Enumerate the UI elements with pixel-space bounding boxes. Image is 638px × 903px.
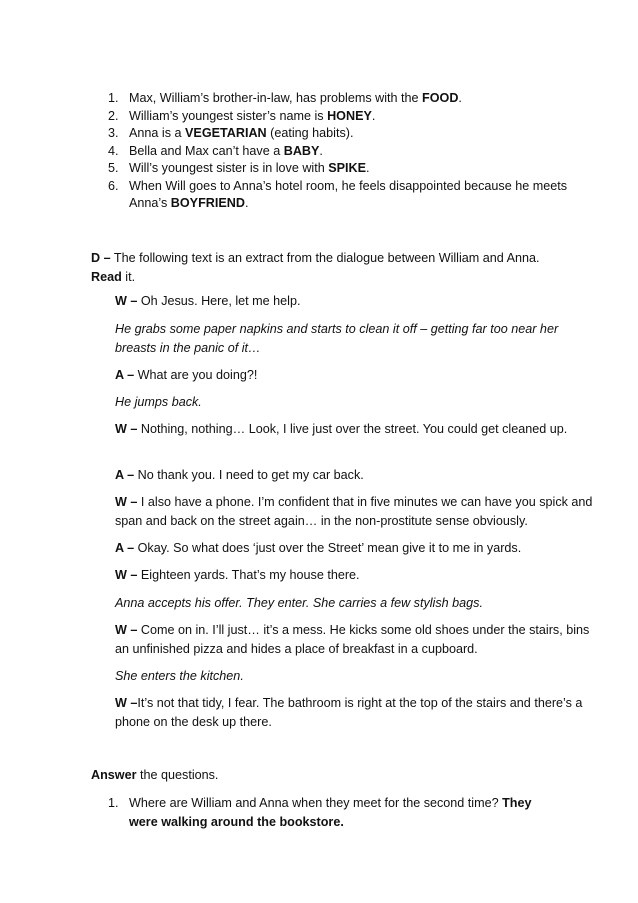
dialogue-line: W – Eighteen yards. That’s my house there. xyxy=(115,568,360,582)
speaker-label: W – xyxy=(115,623,138,637)
list-item xyxy=(108,794,548,832)
dialogue-line: A – Okay. So what does ‘just over the Street’ mean give it to me in yards. xyxy=(115,541,522,555)
questions-list xyxy=(108,794,548,832)
stage-direction: She enters the kitchen. xyxy=(115,669,244,683)
speaker-label: W – xyxy=(115,294,138,308)
speaker-label: W – xyxy=(115,422,138,436)
list-number: 4. xyxy=(108,143,119,158)
answer-label: Answer xyxy=(91,768,137,782)
list-number: 1. xyxy=(108,91,119,105)
dialogue-line: W – Come on in. I’ll just… it’s a mess. He kicks some old shoes under the stairs, bins an unfinished pizza and hides a place of breakfast in a cupboard. xyxy=(115,623,590,656)
read-instruction: Read xyxy=(91,270,122,284)
list-item: 5. Will’s youngest sister is in love with SPIKE. xyxy=(108,160,578,178)
answer-word: SPIKE xyxy=(328,161,367,175)
list-item: 6. When Will goes to Anna’s hotel room, he feels disappointed because he meets Anna’s BOYFRIEND. xyxy=(108,178,568,210)
list-item: 4. Bella and Max can’t have a BABY. xyxy=(108,143,578,161)
section-d-intro: D – The following text is an extract from the dialogue between William and Anna. Read it. xyxy=(91,251,540,284)
list-number: 2. xyxy=(108,108,119,123)
dialogue-line: W – Oh Jesus. Here, let me help. xyxy=(115,294,301,308)
speaker-label: W – xyxy=(115,495,138,509)
answer-word: VEGETARIAN xyxy=(185,126,267,140)
speaker-label: A – xyxy=(115,368,135,382)
dialogue-line: W –It’s not that tidy, I fear. The bathroom is right at the top of the stairs and there’s a phone on the desk up there. xyxy=(115,696,583,729)
stage-direction: He grabs some paper napkins and starts to clean it off – getting far too near her breasts in the panic of it… xyxy=(115,322,559,355)
list-number: 1. xyxy=(108,796,119,810)
list-item: 2. William’s youngest sister’s name is HONEY. xyxy=(108,108,578,126)
answer-word: HONEY xyxy=(327,108,372,123)
section-label: D – xyxy=(91,251,111,265)
question-text: Where are William and Anna when they meet for the second time? xyxy=(129,796,503,810)
answer-instruction: Answer the questions. xyxy=(91,768,219,782)
speaker-label: W – xyxy=(115,696,138,710)
stage-direction: He jumps back. xyxy=(115,395,202,409)
list-item: 3. Anna is a VEGETARIAN (eating habits). xyxy=(108,125,578,143)
speaker-label: A – xyxy=(115,541,135,555)
list-number: 3. xyxy=(108,126,119,140)
dialogue-line: W – I also have a phone. I’m confident that in five minutes we can have you spick and span and back on the street again… in the non-prostitute sense obviously. xyxy=(115,495,593,528)
answer-text: They were walking around the bookstore. xyxy=(129,796,532,829)
dialogue-line: W – Nothing, nothing… Look, I live just over the street. You could get cleaned up. xyxy=(115,422,568,436)
answer-word: FOOD xyxy=(422,91,459,105)
speaker-label: A – xyxy=(115,468,135,482)
answers-list xyxy=(108,90,578,213)
list-number: 5. xyxy=(108,161,119,175)
list-number: 6. xyxy=(108,178,119,193)
answer-word: BABY xyxy=(283,143,320,158)
answer-word: BOYFRIEND xyxy=(170,196,245,210)
speaker-label: W – xyxy=(115,568,138,582)
stage-direction: Anna accepts his offer. They enter. She carries a few stylish bags. xyxy=(115,596,483,610)
dialogue-line: A – What are you doing?! xyxy=(115,368,258,382)
list-item: 1. Max, William’s brother-in-law, has problems with the FOOD. xyxy=(108,90,578,108)
dialogue-line: A – No thank you. I need to get my car back. xyxy=(115,468,364,482)
